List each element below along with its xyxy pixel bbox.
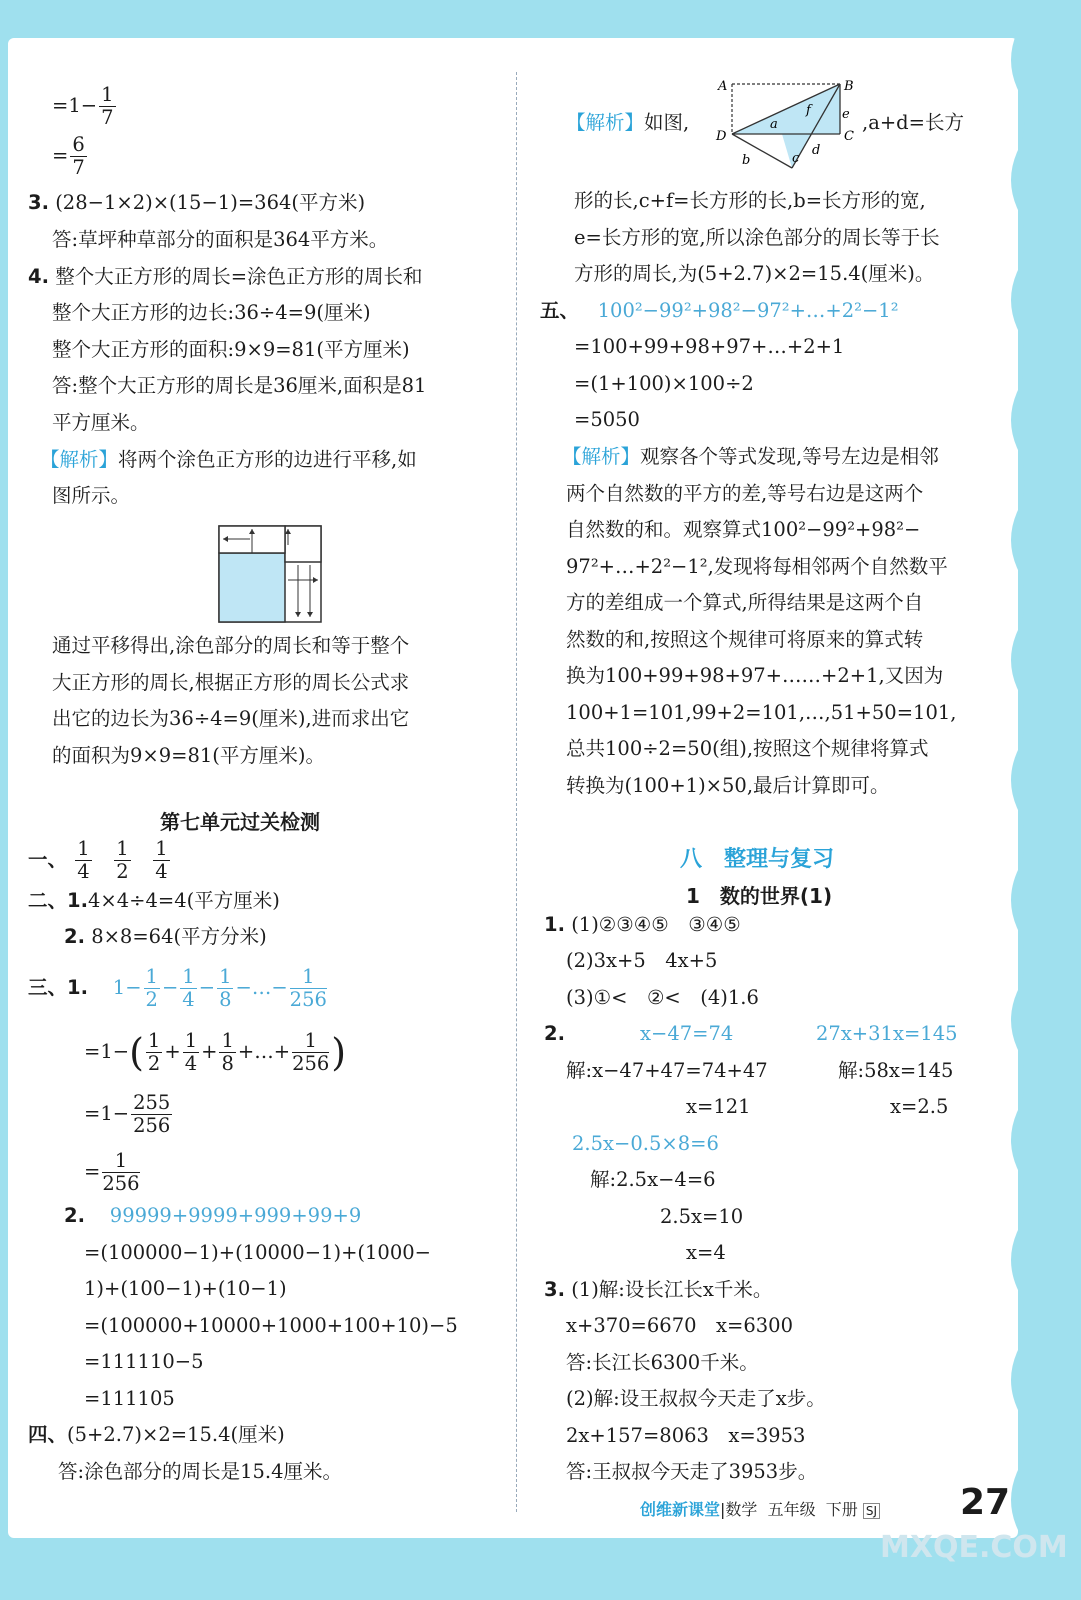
- para-line-4: 的面积为9×9=81(平方厘米)。: [52, 744, 326, 767]
- analysis-1-line-1: 【解析】将两个涂色正方形的边进行平移,如: [40, 448, 417, 471]
- q1-line-1: 1. (1)②③④⑤ ③④⑤: [544, 913, 741, 936]
- fig-label-e: e: [842, 107, 850, 122]
- fig-label-D: D: [716, 129, 727, 144]
- analysis-2-line-1b: ,a+d=长方: [862, 111, 964, 134]
- q2-equation-1: x−47=74: [640, 1022, 734, 1045]
- analysis-3-line-1: 【解析】观察各个等式发现,等号左边是相邻: [562, 445, 939, 468]
- q2-solve-3c: x=4: [686, 1241, 726, 1264]
- analysis-1-line-2: 图所示。: [52, 484, 131, 507]
- q2-solve-3b: 2.5x=10: [660, 1205, 744, 1228]
- para-line-3: 出它的边长为36÷4=9(厘米),进而求出它: [52, 707, 410, 730]
- analysis-3-line-4: 97²+…+2²−1²,发现将每相邻两个自然数平: [566, 555, 948, 578]
- left-line-2: = $\frac{6}{7}$: [52, 133, 85, 179]
- q2-number: 2.: [544, 1022, 565, 1045]
- q4-line-2: 整个大正方形的边长:36÷4=9(厘米): [52, 301, 371, 324]
- q2-solve-3a: 解:2.5x−4=6: [590, 1168, 716, 1191]
- left-line-1: =1− $\frac{1}{7}$: [52, 83, 114, 129]
- section-4-expr: 四、(5+2.7)×2=15.4(厘米): [28, 1423, 285, 1446]
- q4-line-1: 4. 整个大正方形的周长=涂色正方形的周长和: [28, 265, 423, 288]
- q4-line-3: 整个大正方形的面积:9×9=81(平方厘米): [52, 338, 410, 361]
- analysis-3-line-8: 100+1=101,99+2=101,…,51+50=101,: [566, 701, 957, 724]
- column-divider: [516, 72, 517, 1512]
- q3-right-line-5: 2x+157=8063 x=3953: [566, 1424, 806, 1447]
- q3-right-line-2: x+370=6670 x=6300: [566, 1314, 793, 1337]
- section-3-item-2-step-1: =(100000−1)+(10000−1)+(1000−: [84, 1241, 431, 1264]
- section-3-item-1-step-1: =1−( $\frac{1}{2}$ + $\frac{1}{4}$ + $\frac{1}{8}$ +…+ $\frac{1}{256}$ ): [84, 1029, 347, 1075]
- footer-edition: SJ: [863, 1503, 880, 1519]
- page-number: 27: [960, 1482, 1011, 1523]
- para-line-1: 通过平移得出,涂色部分的周长和等于整个: [52, 634, 410, 657]
- section-3-item-1-expr: 三、1. 1− $\frac{1}{2}$ − $\frac{1}{4}$ − $\frac{1}{8}$ −…− $\frac{1}{256}$: [28, 965, 327, 1011]
- analysis-3-line-9: 总共100÷2=50(组),按照这个规律将算式: [566, 737, 929, 760]
- q3-answer: 答:草坪种草部分的面积是364平方米。: [52, 228, 389, 251]
- analysis-2-line-2: 形的长,c+f=长方形的长,b=长方形的宽,: [574, 189, 926, 212]
- section-5-step-1: =100+99+98+97+…+2+1: [574, 335, 845, 358]
- analysis-2-line-1a: 【解析】如图,: [566, 111, 690, 134]
- footer: [640, 1497, 880, 1520]
- analysis-tag: 【解析】: [40, 448, 119, 471]
- footer-subject: 数学: [725, 1500, 758, 1519]
- q4-line-4: 答:整个大正方形的周长是36厘米,面积是81: [52, 374, 427, 397]
- section-3-item-1-step-2: =1− $\frac{255}{256}$: [84, 1091, 171, 1137]
- analysis-3-line-7: 换为100+99+98+97+……+2+1,又因为: [566, 664, 944, 687]
- fig-label-a: a: [770, 117, 778, 132]
- fig-label-d: d: [812, 143, 821, 158]
- q2-equation-3: 2.5x−0.5×8=6: [572, 1132, 719, 1155]
- q3-right-line-1: 3. (1)解:设长江长x千米。: [544, 1278, 773, 1301]
- section-3-item-2-expr: 2. 99999+9999+999+99+9: [64, 1204, 362, 1227]
- fig-label-c: c: [792, 151, 800, 166]
- unit7-title: 第七单元过关检测: [160, 810, 320, 834]
- square-translation-figure: [218, 525, 323, 625]
- analysis-3-line-6: 然数的和,按照这个规律可将原来的算式转: [566, 628, 924, 651]
- q3-expression: 3. (28−1×2)×(15−1)=364(平方米): [28, 191, 366, 214]
- footer-grade: 五年级: [767, 1500, 816, 1519]
- fig-label-f: f: [806, 103, 811, 118]
- subsection-title: 1 数的世界(1): [686, 884, 833, 908]
- q3-right-line-6: 答:王叔叔今天走了3953步。: [566, 1460, 818, 1483]
- section-3-item-2-step-5: =111105: [84, 1387, 175, 1410]
- q1-line-3: (3)①< ②< (4)1.6: [566, 986, 759, 1009]
- section-5-step-3: =5050: [574, 408, 640, 431]
- section-3-item-2-step-3: =(100000+10000+1000+100+10)−5: [84, 1314, 458, 1337]
- q3-right-line-3: 答:长江长6300千米。: [566, 1351, 759, 1374]
- q2-result-1b: x=2.5: [890, 1095, 949, 1118]
- right-wave-border: [1000, 30, 1040, 1550]
- fig-label-b: b: [742, 153, 751, 168]
- footer-brand: 创维新课堂: [640, 1500, 721, 1519]
- q2-equation-2: 27x+31x=145: [816, 1022, 958, 1045]
- footer-separator: |: [720, 1500, 726, 1519]
- analysis-2-line-3: e=长方形的宽,所以涂色部分的周长等于长: [574, 226, 940, 249]
- watermark: MXQE.COM: [880, 1530, 1068, 1565]
- analysis-2-line-4: 方形的周长,为(5+2.7)×2=15.4(厘米)。: [574, 262, 935, 285]
- footer-volume: 下册: [825, 1500, 858, 1519]
- section-4-answer: 答:涂色部分的周长是15.4厘米。: [58, 1460, 342, 1483]
- section-5-expr: 五、 100²−99²+98²−97²+…+2²−1²: [540, 299, 899, 322]
- section-3-item-2-step-4: =111110−5: [84, 1350, 204, 1373]
- fig-label-A: A: [718, 79, 728, 94]
- fig-label-B: B: [844, 79, 854, 94]
- section-3-item-2-step-2: 1)+(100−1)+(10−1): [84, 1277, 287, 1300]
- q2-solve-1a: 解:x−47+47=74+47: [566, 1059, 768, 1082]
- analysis-3-line-10: 转换为(100+1)×50,最后计算即可。: [566, 774, 890, 797]
- q2-solve-1b: 解:58x=145: [838, 1059, 954, 1082]
- q4-line-5: 平方厘米。: [52, 411, 150, 434]
- q1-line-2: (2)3x+5 4x+5: [566, 949, 718, 972]
- para-line-2: 大正方形的周长,根据正方形的周长公式求: [52, 671, 410, 694]
- section-1-fractions: 一、 $\frac{1}{4}$ $\frac{1}{2}$ $\frac{1}{4}$: [28, 837, 168, 883]
- fig-label-C: C: [844, 129, 854, 144]
- section-3-item-1-step-3: = $\frac{1}{256}$: [84, 1149, 140, 1195]
- section-5-step-2: =(1+100)×100÷2: [574, 372, 754, 395]
- q3-right-line-4: (2)解:设王叔叔今天走了x步。: [566, 1387, 826, 1410]
- section-2-item-2: 2. 8×8=64(平方分米): [64, 925, 267, 948]
- q2-result-1a: x=121: [686, 1095, 751, 1118]
- analysis-3-line-2: 两个自然数的平方的差,等号右边是这两个: [566, 482, 924, 505]
- unit8-title: 八 整理与复习: [680, 847, 835, 872]
- analysis-3-line-3: 自然数的和。观察算式100²−99²+98²−: [566, 518, 921, 541]
- section-2-item-1: 二、1.4×4÷4=4(平方厘米): [28, 889, 280, 912]
- rectangle-triangle-figure: [712, 76, 862, 178]
- analysis-3-line-5: 方的差组成一个算式,所得结果是这两个自: [566, 591, 924, 614]
